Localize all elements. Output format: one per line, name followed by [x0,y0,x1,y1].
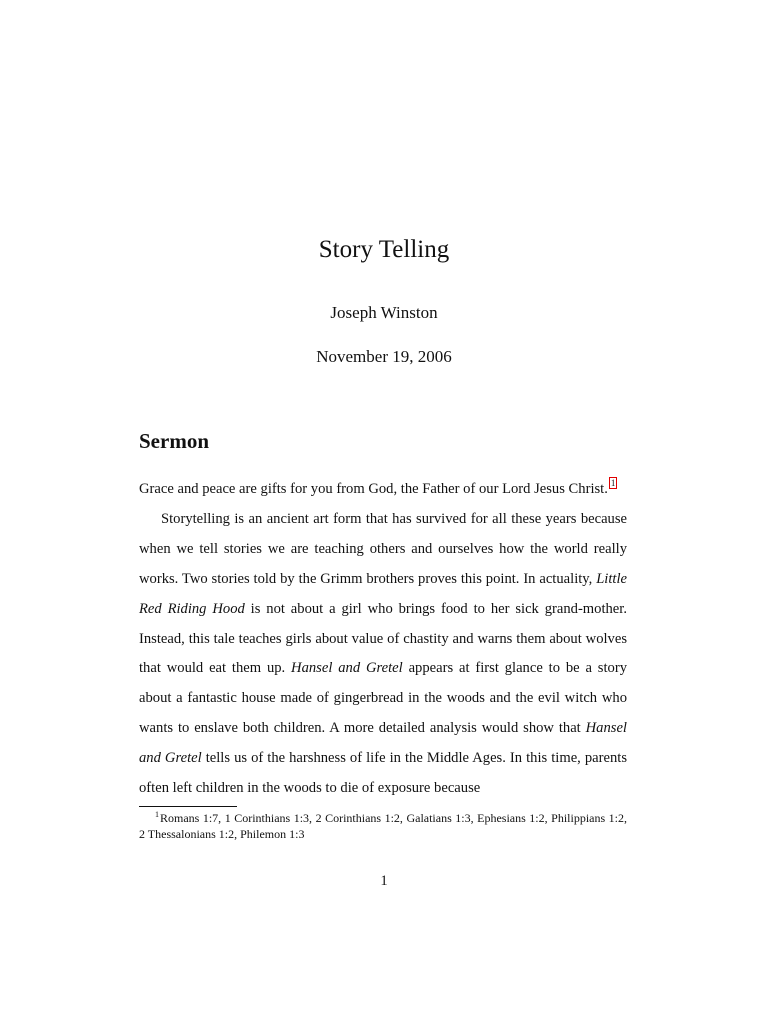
paragraph-text-segment: is not about a girl who brings food to her sick grand-mother. Instead, this tale teaches girls about value of chastity and warns them about wolves that would eat them up. [139,600,627,677]
paragraph-text-segment: tells us of the harshness of life in the Middle Ages. In this time, parents often left children in the woods to die of exposure because [139,750,628,797]
paragraph-text-segment: appears at first glance to be a story about a fantastic house made of gingerbread in the woods and the evil witch who wants to enslave both children. A more detailed analysis would show that [139,660,627,737]
document-date: November 19, 2006 [316,347,452,366]
footnote-link[interactable]: 1 [610,478,616,488]
page-number: 1 [380,873,388,889]
story-title-hansel-gretel: Hansel and Gretel [139,720,627,767]
footnote-text: Romans 1:7, 1 Corinthians 1:3, 2 Corinthians 1:2, Galatians 1:3, Ephesians 1:2, Philippians 1:2, 2 Thessalonians 1:2, Philemon 1:3 [139,811,627,841]
section-heading: Sermon [139,429,209,453]
story-title-hansel-gretel: Hansel and Gretel [291,660,403,677]
document-author: Joseph Winston [330,303,438,322]
document-title: Story Telling [318,236,450,263]
story-title-red-riding-hood: Little Red Riding Hood [139,570,627,617]
paragraph-storytelling [139,505,627,804]
footnote [139,810,627,842]
footnote-divider [139,806,237,807]
paragraph-greeting-text: Grace and peace are gifts for you from God, the Father of our Lord Jesus Christ. [139,481,608,497]
paragraph-text-segment: Storytelling is an ancient art form that has survived for all these years because when we tell stories we are teaching others and ourselves how the world really works. Two stories told by the Grimm brothers proves this point. In actuality, [139,510,627,587]
footnote-marker: 1 [155,810,159,819]
paragraph-greeting [139,475,627,505]
body-text [139,475,627,804]
